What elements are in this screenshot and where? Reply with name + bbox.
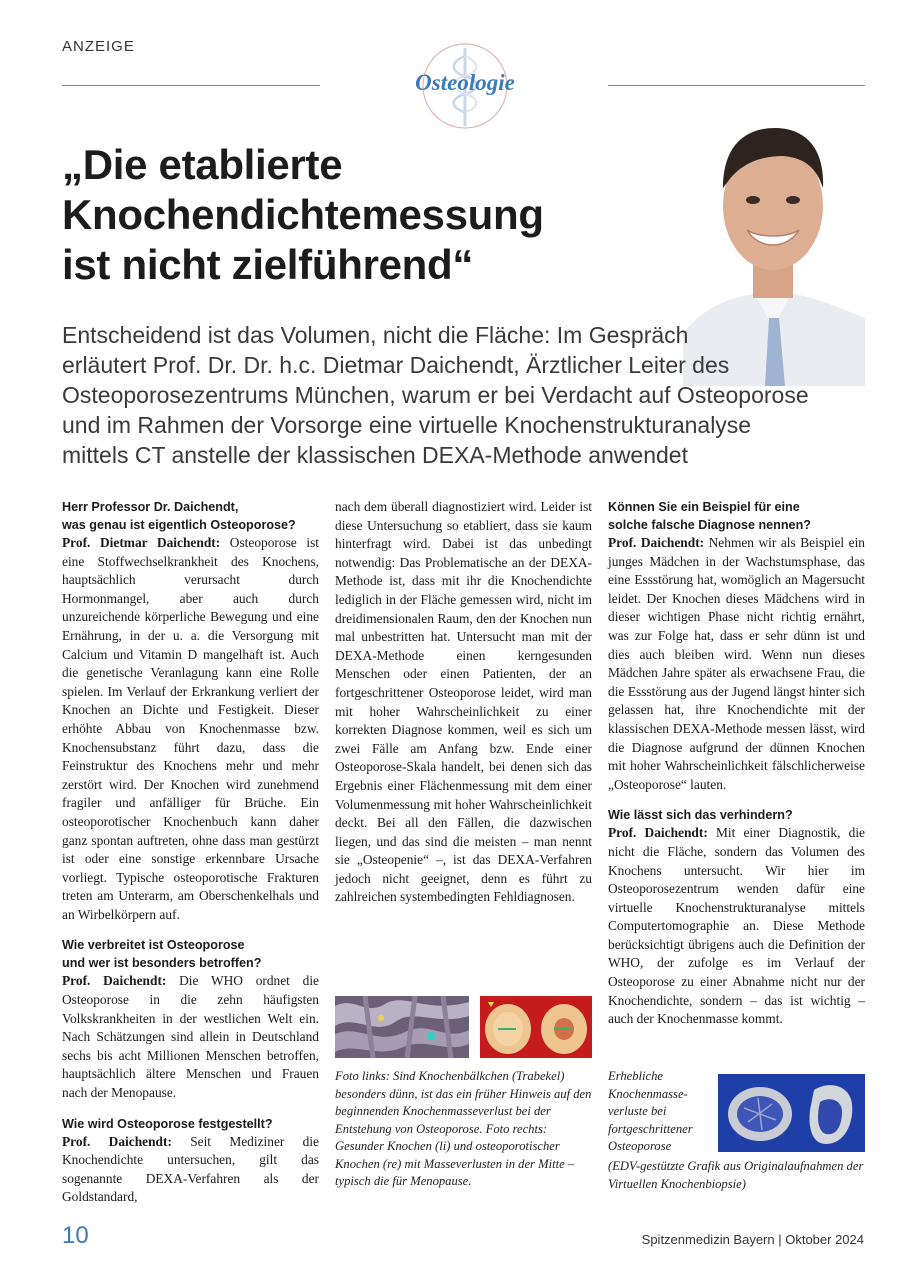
photo-caption: Foto links: Sind Knochenbälkchen (Trabekel) besonders dünn, ist das ein früher Hinweis auf den beginnenden Knochenmasseverlust bei der Entstehung von Osteoporose. Foto rechts: Gesunder Knochen (li) und osteoporotischer Knochen (re) mit Masseverlusten in der Mitte – typisch die für Menopause. [335, 1069, 592, 1188]
lead-line: Osteoporosezentrums München, warum er bei Verdacht auf Osteoporose [62, 382, 809, 408]
lead-line: Entscheidend ist das Volumen, nicht die Fläche: Im Gespräch [62, 322, 689, 348]
question-line: Wie verbreitet ist Osteoporose [62, 938, 245, 953]
headline-line: Knochendichtemessung [62, 191, 544, 238]
interview-answer [62, 1133, 319, 1207]
question-line: Herr Professor Dr. Daichendt, [62, 500, 239, 514]
interview-answer [62, 534, 319, 924]
lead-line: mittels CT anstelle der klassischen DEXA-Methode anwendet [62, 442, 688, 468]
caption-line: Osteoporose [608, 1139, 672, 1153]
lead-line: und im Rahmen der Vorsorge eine virtuelle Knochenstrukturanalyse [62, 412, 752, 438]
interview-question: Wie lässt sich das verhindern? [608, 808, 793, 823]
caption-line: Erhebliche [608, 1069, 664, 1083]
biopsy-caption [608, 1068, 723, 1156]
section-logo-text: Osteologie [415, 70, 515, 95]
header-rule-left [62, 85, 320, 86]
interview-question [62, 936, 319, 972]
headline-line: ist nicht zielführend“ [62, 241, 474, 288]
speaker-label: Prof. Dietmar Daichendt: [62, 535, 221, 550]
speaker-label: Prof. Daichendt: [62, 1133, 172, 1149]
publication-footer: Spitzenmedizin Bayern | Oktober 2024 [641, 1232, 864, 1247]
bone-cross-section-photo [480, 996, 592, 1058]
ad-label: ANZEIGE [62, 38, 135, 55]
headline-line: „Die etablierte [62, 141, 343, 188]
interview-answer [608, 534, 865, 794]
interview-question: Wie wird Osteoporose festgestellt? [62, 1116, 273, 1131]
question-line: was genau ist eigentlich Osteoporose? [62, 518, 296, 532]
header-rule-right [608, 85, 865, 86]
article-lead [62, 320, 862, 470]
text-column-3 [608, 498, 865, 1029]
text-column-1 [62, 498, 319, 1207]
interview-question [608, 498, 865, 534]
caption-line: Knochenmasse- [608, 1086, 688, 1101]
answer-text: Seit Mediziner die Knochendichte untersuchen, gilt das sogenannte DEXA-Verfahren als der Goldstandard, [62, 1133, 319, 1205]
lead-line: erläutert Prof. Dr. Dr. h.c. Dietmar Daichendt, Ärztlicher Leiter des [62, 352, 730, 378]
biopsy-caption-sub: (EDV-gestützte Grafik aus Originalaufnahmen der Virtuellen Knochenbiopsie) [608, 1159, 864, 1191]
speaker-label: Prof. Daichendt: [608, 535, 705, 550]
answer-text: Osteoporose ist eine Stoffwechselkrankheit des Knochens, hauptsächlich verursacht durch Hormonmangel, aber auch durch unzureichende körperliche Bewegung und eine Ernährung, in der u. a. die Versorgung mit Calcium und Vitamin D mangelhaft ist. Auch die genetische Veranlagung kann eine Rolle spielen. Im Verlauf der Erkrankung verliert der Knochen an Dichte und Festigkeit. Dieser erhöhte Abbau von Knochenmasse bzw. Knochensubstanz führt dazu, dass die Feinstruktur des Knochens mehr und mehr zerstört wird. Der Knochen wird zunehmend fragiler und anfälliger für Brüche. Ein osteoporotischer Knochenbuch kann daher ganz spontan auftreten, ohne dass man gestürzt ist oder eine sonstige erkennbare Ursache vorliegt. Typische osteoporotische Frakturen treten am Unterarm, am Oberschenkelhals und an Wirbelkörpern auf. [62, 535, 319, 922]
answer-text: nach dem überall diagnostiziert wird. Leider ist diese Untersuchung so etabliert, dass sie kaum hinterfragt wird. Dabei ist das unbedingt notwendig: Das Problematische an der DEXA-Methode ist, dass mit ihr die Knochendichte lediglich in der Fläche gemessen wird, nicht im dreidimensionalen Raum, den der Knochen nun mal unbestritten hat. Untersucht man mit der DEXA-Methode einen kerngesunden Menschen oder einen Patienten, der an fortgeschrittener Osteoporose leidet, wird man mit hoher Wahrscheinlichkeit zu einer korrekten Diagnose kommen, weil es sich um zwei Fälle am Anfang bzw. Ende einer Osteoporose-Skala handelt, bei denen sich das Ergebnis einer Flächenmessung mit dem einer Volumenmessung mit hoher Wahrscheinlichkeit deckt. Bei all den Fällen, die dazwischen liegen, und das sind die meisten – man nennt sie „Osteopenie“ –, ist das DEXA-Verfahren jedoch nicht geeignet, denn es führt zu zahlreichen systembedingten Fehldiagnosen. [335, 499, 592, 905]
question-line: solche falsche Diagnose nennen? [608, 518, 811, 532]
article-headline [62, 140, 682, 290]
text-column-2 [335, 498, 592, 907]
answer-text: Mit einer Diagnostik, die nicht die Fläche, sondern das Volumen des Knochens untersucht. Wir hier im Osteoporosezentrum wenden dafür eine virtuelle Knochenstrukturanalyse mittels Computertomographie an. Diese Methode berücksichtigt übrigens auch die Definition der WHO, der zufolge es im Verlauf der Osteoporose zu einer Abnahme nicht nur der Knochendichte, sondern – das ist wichtig – auch der Knochenmasse kommt. [608, 825, 865, 1027]
answer-text: Die WHO ordnet die Osteoporose in die zehn häufigsten Volkskrankheiten in der westlichen Welt ein. Nach Schätzungen sind allein in Deutschland sechs bis acht Millionen Menschen betroffen, hauptsächlich ältere Menschen und Frauen nach der Menopause. [62, 973, 320, 1101]
interview-answer [608, 824, 865, 1029]
interview-answer [62, 972, 319, 1102]
caption-line: fortgeschrittener [608, 1121, 693, 1136]
page-number: 10 [62, 1222, 89, 1249]
trabecular-bone-photo [335, 996, 469, 1058]
caption-line: verluste bei [608, 1104, 667, 1118]
speaker-label: Prof. Daichendt: [608, 825, 708, 841]
answer-text: Nehmen wir als Beispiel ein junges Mädchen in der Wachstumsphase, das eine Essstörung hat, womöglich an Magersucht leidet. Der Knochen dieses Mädchens wird in dieser wichtigen Phase nicht richtig ernährt, was zur Folge hat, dass er sehr dünn ist und dies auch bleiben wird. Wenn nun dieses Mädchen Jahre später als erwachsene Frau, die die Essstörung aus der Jugend längst hinter sich gelassen hat, ihre Knochendichte mit der klassischen DEXA-Methode messen lässt, wird die Diagnose aufgrund der dünnen Knochen mit hoher Wahrscheinlichkeit fälschlicherweise „Osteoporose“ lauten. [608, 535, 865, 792]
interview-question [62, 498, 319, 534]
virtual-bone-biopsy-graphic [718, 1074, 865, 1152]
speaker-label: Prof. Daichendt: [62, 973, 167, 989]
question-line: Können Sie ein Beispiel für eine [608, 500, 800, 514]
question-line: und wer ist besonders betroffen? [62, 956, 262, 971]
